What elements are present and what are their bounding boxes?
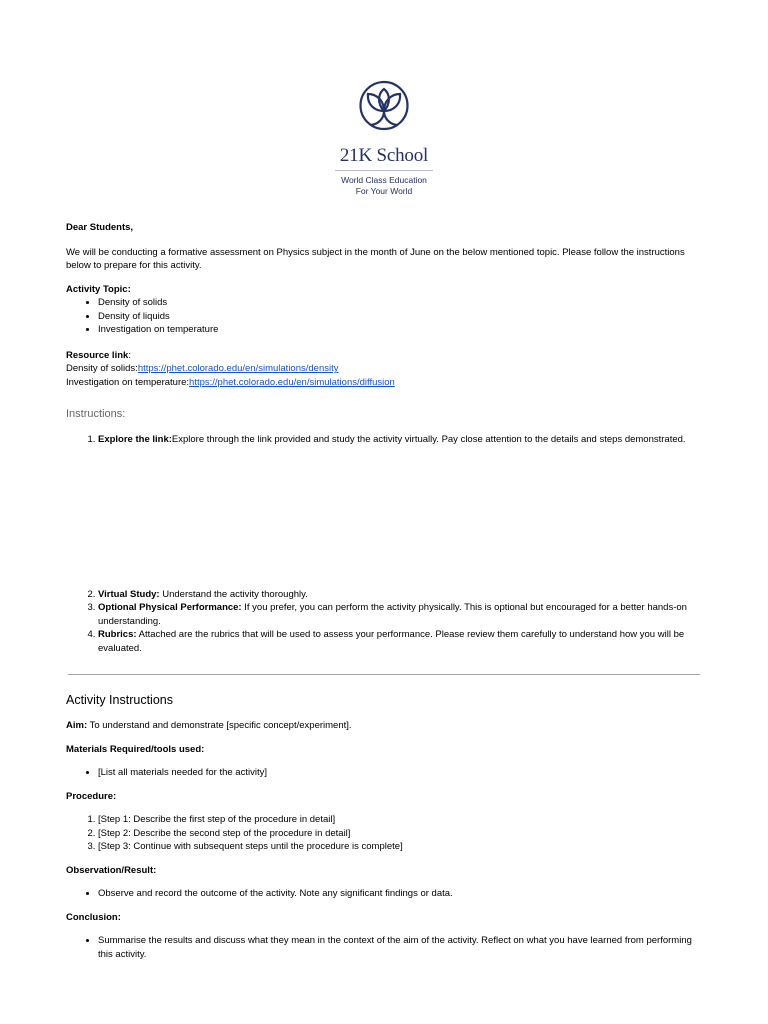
procedure-list [66,813,706,854]
instructions-list-part-1 [66,433,706,447]
list-item: • Summarise the results and discuss what they mean in the context of the aim of the activity. Reflect on what you have learned from performing this activity. [98,934,706,961]
logo-tagline-1: World Class Education [341,175,427,185]
materials-list [66,766,706,780]
resource-line-2: Investigation on temperature:https://phet.colorado.edu/en/simulations/diffusion [66,376,395,388]
resource-label: Resource link: [66,349,131,361]
list-item: 3. Optional Physical Performance: If you prefer, you can perform the activity physically. This is optional but encouraged for a better hands-on understanding. [98,601,706,628]
aim-line: Aim: To understand and demonstrate [specific concept/experiment]. [66,720,352,731]
document-body [66,221,706,961]
logo-name: 21K School [339,145,429,166]
list-item: 3. [Step 3: Continue with subsequent steps until the procedure is complete] [98,840,706,854]
list-item: • Density of liquids [98,310,706,324]
lotus-logo-icon [359,80,409,142]
diffusion-link[interactable]: https://phet.colorado.edu/en/simulations/diffusion [189,376,395,388]
materials-label: Materials Required/tools used: [66,743,205,755]
logo-divider [335,170,433,171]
list-item: • Investigation on temperature [98,323,706,337]
activity-instructions-heading: Activity Instructions [66,693,173,707]
observation-label: Observation/Result: [66,864,157,876]
list-item: 2. [Step 2: Describe the second step of the procedure in detail] [98,827,706,841]
list-item: • [List all materials needed for the activity] [98,766,706,780]
conclusion-list [66,934,706,961]
activity-topic-list [66,296,706,337]
greeting: Dear Students, [66,222,134,233]
logo-tagline-2: For Your World [355,185,413,196]
instructions-heading: Instructions: [66,408,126,420]
observation-list [66,887,706,901]
conclusion-label: Conclusion: [66,911,121,923]
list-item: 2. Virtual Study: Understand the activity thoroughly. [98,588,706,602]
school-logo [320,80,448,196]
resource-line-1: Density of solids:https://phet.colorado.edu/en/simulations/density [66,363,339,374]
intro-paragraph: We will be conducting a formative assessment on Physics subject in the month of June on the below mentioned topic. Please follow the instructions below to prepare for this activity. [66,246,685,271]
list-item: 1. [Step 1: Describe the first step of the procedure in detail] [98,813,706,827]
activity-topic-label: Activity Topic: [66,283,131,295]
list-item: • Density of solids [98,296,706,310]
procedure-label: Procedure: [66,790,117,802]
list-item: 1. Explore the link:Explore through the link provided and study the activity virtually. Pay close attention to the details and steps demonstrated. [98,433,706,447]
list-item: 4. Rubrics: Attached are the rubrics that will be used to assess your performance. Please review them carefully to understand how you will be evaluated. [98,628,706,655]
density-link[interactable]: https://phet.colorado.edu/en/simulations/density [137,363,339,374]
instructions-list-part-2 [66,588,706,656]
list-item: • Observe and record the outcome of the activity. Note any significant findings or data. [98,887,706,901]
section-divider [68,674,700,675]
